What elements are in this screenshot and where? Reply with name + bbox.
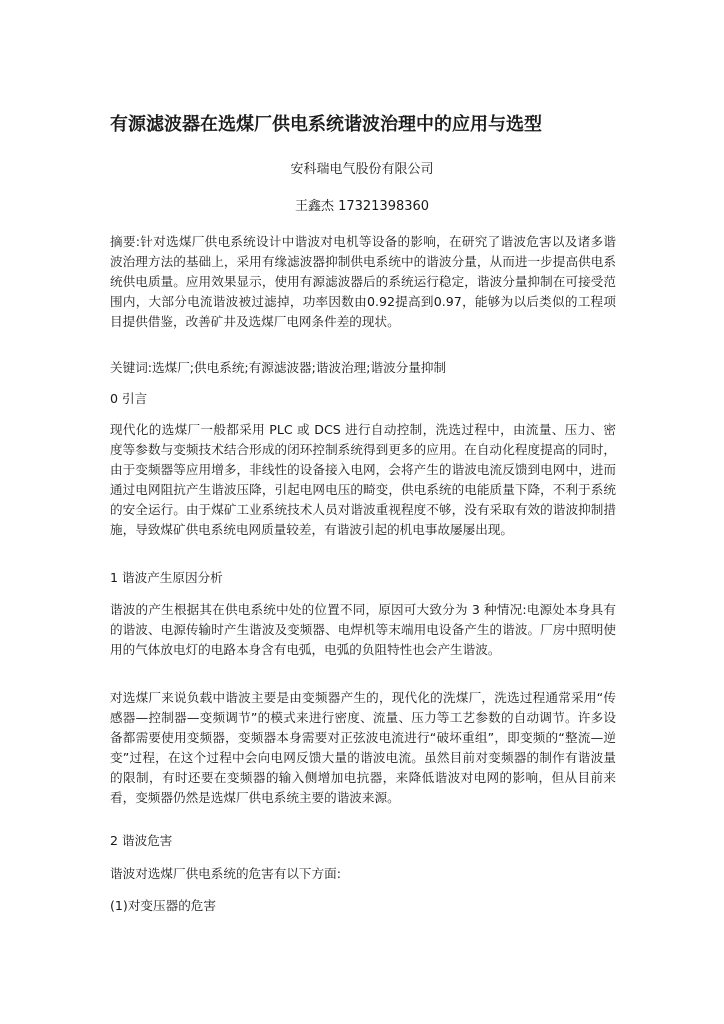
abstract-paragraph: 摘要:针对选煤厂供电系统设计中谐波对电机等设备的影响，在研究了谐波危害以及诸多谐波治理方法的基础上，采用有缘滤波器抑制供电系统中的谐波分量，从而进一步提高供电系统供电质量。应用效果显示，使用有源滤波器后的系统运行稳定，谐波分量抑制在可接受范围内，大部分电流谐波被过滤掉，功率因数由0.92提高到0.97，能够为以后类似的工程项目提供借鉴，改善矿井及选煤厂电网条件差的现状。 <box>110 234 616 329</box>
section-1-paragraph-1: 谐波的产生根据其在供电系统中处的位置不同，原因可大致分为 3 种情况:电源处本身具有的谐波、电源传输时产生谐波及变频器、电焊机等末端用电设备产生的谐波。厂房中照明使用的气体放电灯的电路本身含有电弧，电弧的负阻特性也会产生谐波。 <box>110 602 616 657</box>
section-0-heading: 0 引言 <box>110 391 148 406</box>
section-0-paragraph: 现代化的选煤厂一般都采用 PLC 或 DCS 进行自动控制，洗选过程中，由流量、压力、密度等参数与变频技术结合形成的闭环控制系统得到更多的应用。在自动化程度提高的同时，由于变频器等应用增多，非线性的设备接入电网，会将产生的谐波电流反馈到电网中，进而通过电网阻抗产生谐波压降，引起电网电压的畸变，供电系统的电能质量下降，不利于系统的安全运行。由于煤矿工业系统技术人员对谐波重视程度不够，没有采取有效的谐波抑制措施，导致煤矿供电系统电网质量较差，有谐波引起的机电事故屡屡出现。 <box>110 422 616 537</box>
author-line: 王鑫杰 17321398360 <box>294 199 430 214</box>
paper-title: 有源滤波器在选煤厂供电系统谐波治理中的应用与选型 <box>110 114 542 135</box>
section-2-heading: 2 谐波危害 <box>110 833 173 848</box>
keywords-line: 关键词:选煤厂;供电系统;有源滤波器;谐波治理;谐波分量抑制 <box>110 360 447 375</box>
section-1-heading: 1 谐波产生原因分析 <box>110 570 223 585</box>
section-1-paragraph-2: 对选煤厂来说负载中谐波主要是由变频器产生的，现代化的洗煤厂，洗选过程通常采用“传感器—控制器—变频调节”的模式来进行密度、流量、压力等工艺参数的自动调节。许多设备都需要使用变频器，变频器本身需要对正弦波电流进行“破坏重组”，即变频的“整流—逆变”过程，在这个过程中会向电网反馈大量的谐波电流。虽然目前对变频器的制作有谐波量的限制，有时还要在变频器的输入侧增加电抗器，来降低谐波对电网的影响，但从目前来看，变频器仍然是选煤厂供电系统主要的谐波来源。 <box>110 690 616 805</box>
section-2-subheading-1: (1)对变压器的危害 <box>110 898 216 913</box>
section-2-paragraph-1: 谐波对选煤厂供电系统的危害有以下方面: <box>110 866 341 881</box>
author-affiliation: 安科瑞电气股份有限公司 <box>290 162 434 177</box>
